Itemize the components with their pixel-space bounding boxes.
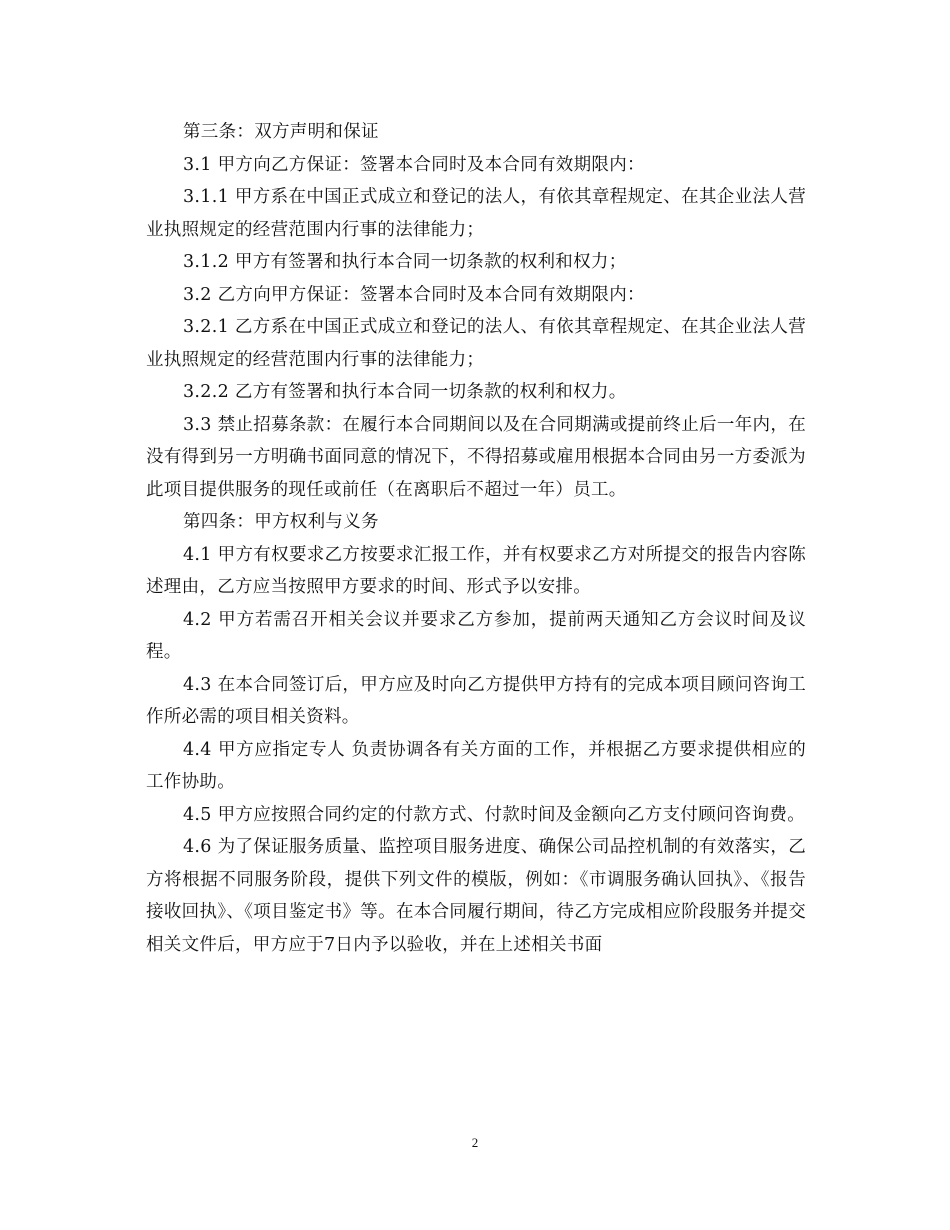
clause-3-2-1: 3.2.1 乙方系在中国正式成立和登记的法人、有依其章程规定、在其企业法人营业执照规定的经营范围内行事的法律能力； bbox=[146, 317, 806, 370]
page-number: 2 bbox=[471, 1135, 479, 1150]
clause-3-1-2: 3.1.2 甲方有签署和执行本合同一切条款的权利和权力； bbox=[183, 252, 627, 272]
clause-3-3: 3.3 禁止招募条款：在履行本合同期间以及在合同期满或提前终止后一年内，在没有得到另一方明确书面同意的情况下，不得招募或雇用根据本合同由另一方委派为此项目提供服务的现任或前任（在离职后不超过一年）员工。 bbox=[146, 414, 806, 500]
document-body bbox=[146, 116, 806, 961]
clause-4-3: 4.3 在本合同签订后，甲方应及时向乙方提供甲方持有的完成本项目顾问咨询工作所必需的项目相关资料。 bbox=[146, 674, 806, 727]
clause-4-1: 4.1 甲方有权要求乙方按要求汇报工作，并有权要求乙方对所提交的报告内容陈述理由，乙方应当按照甲方要求的时间、形式予以安排。 bbox=[146, 544, 806, 597]
clause-3-2-2: 3.2.2 乙方有签署和执行本合同一切条款的权利和权力。 bbox=[183, 382, 627, 402]
clause-4-4: 4.4 甲方应指定专人 负责协调各有关方面的工作，并根据乙方要求提供相应的工作协助。 bbox=[146, 739, 806, 792]
clause-3-1-1: 3.1.1 甲方系在中国正式成立和登记的法人，有依其章程规定、在其企业法人营业执照规定的经营范围内行事的法律能力； bbox=[146, 187, 806, 240]
clause-3-2: 3.2 乙方向甲方保证：签署本合同时及本合同有效期限内： bbox=[183, 284, 645, 305]
clause-3-1: 3.1 甲方向乙方保证：签署本合同时及本合同有效期限内： bbox=[183, 154, 645, 175]
article-3-heading: 第三条：双方声明和保证 bbox=[183, 122, 379, 142]
clause-4-6: 4.6 为了保证服务质量、监控项目服务进度、确保公司品控机制的有效落实，乙方将根据不同服务阶段，提供下列文件的模版，例如：《市调服务确认回执》、《报告接收回执》、《项目鉴定书》等。在本合同履行期间，待乙方完成相应阶段服务并提交相关文件后，甲方应于7日内予以验收，并在上述相关书面 bbox=[146, 837, 806, 955]
clause-4-5: 4.5 甲方应按照合同约定的付款方式、付款时间及金额向乙方支付顾问咨询费。 bbox=[183, 804, 805, 825]
article-4-heading: 第四条：甲方权利与义务 bbox=[183, 512, 379, 532]
clause-4-2: 4.2 甲方若需召开相关会议并要求乙方参加，提前两天通知乙方会议时间及议程。 bbox=[146, 609, 806, 662]
